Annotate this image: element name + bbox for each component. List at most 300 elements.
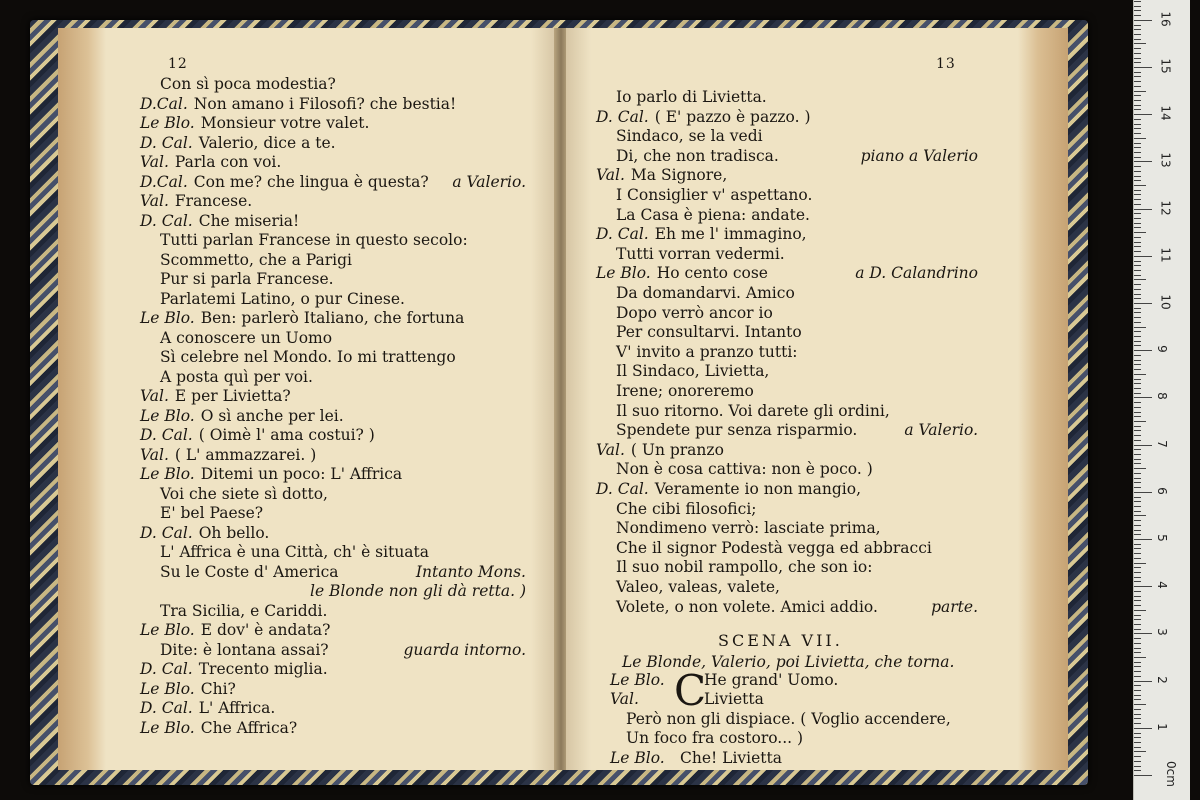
- verse-text: Su le Coste d' America: [160, 562, 339, 581]
- ruler-tick: [1134, 643, 1141, 644]
- verse-text: He grand' Uomo.: [704, 670, 839, 689]
- verse-text: Da domandarvi. Amico: [616, 284, 795, 302]
- ruler-tick: [1134, 232, 1146, 233]
- ruler-tick: [1134, 185, 1146, 186]
- dialogue-line: [140, 446, 316, 465]
- speaker-name: D. Cal.: [140, 699, 193, 717]
- ruler-tick: [1134, 275, 1141, 276]
- verse-text: E dov' è andata?: [200, 621, 331, 639]
- drop-cap: C: [674, 666, 707, 715]
- dialogue-line: [626, 729, 803, 748]
- ruler-tick: [1134, 690, 1141, 691]
- dialogue-line: [616, 284, 795, 303]
- ruler-tick: [1134, 685, 1141, 686]
- ruler-tick: [1134, 704, 1146, 705]
- verse-text: Dopo verrò ancor io: [616, 303, 773, 322]
- ruler-tick: [1134, 138, 1146, 139]
- ruler-tick: [1134, 360, 1141, 361]
- dialogue-line: [140, 212, 299, 231]
- speaker-name: D. Cal.: [140, 660, 193, 678]
- dialogue-line: [140, 134, 336, 153]
- ruler-tick: [1134, 525, 1141, 526]
- stage-direction: a Valerio.: [904, 421, 978, 440]
- ruler-tick: [1134, 29, 1141, 30]
- dialogue-line: [160, 231, 468, 250]
- ruler-number: 5: [1154, 534, 1169, 542]
- dialogue-line: [160, 290, 405, 309]
- ruler-tick: [1134, 1, 1141, 2]
- dialogue-line: [596, 166, 727, 185]
- dialogue-line: [160, 270, 334, 289]
- ruler-tick: [1134, 629, 1141, 630]
- ruler-tick: [1134, 501, 1141, 502]
- dialogue-line: [596, 441, 724, 460]
- dialogue-line: [140, 719, 297, 738]
- ruler-tick: [1134, 161, 1152, 162]
- dialogue-line: [616, 186, 812, 205]
- ruler-tick: [1134, 256, 1152, 257]
- ruler-tick: [1134, 383, 1141, 384]
- speaker-name: D. Cal.: [140, 523, 193, 542]
- ruler-number: 13: [1158, 152, 1173, 169]
- ruler-tick: [1134, 237, 1141, 238]
- ruler-tick: [1134, 364, 1141, 365]
- verse-text: Che il signor Podestà vegga ed abbracci: [616, 538, 932, 557]
- ruler-tick: [1134, 733, 1141, 734]
- verse-text: Ben: parlerò Italiano, che fortuna: [200, 309, 465, 327]
- speaker-name: D. Cal.: [596, 225, 649, 244]
- dialogue-line: [140, 426, 375, 445]
- dialogue-line: [140, 621, 330, 640]
- ruler-tick: [1134, 261, 1141, 262]
- speaker-name: Le Blo.: [140, 406, 195, 425]
- speaker-name: Le Blo.: [610, 670, 665, 689]
- stage-direction: piano a Valerio: [860, 146, 978, 165]
- verse-text: A posta quì per voi.: [160, 367, 313, 386]
- speaker-name: Val.: [140, 153, 169, 171]
- ruler-tick: [1134, 482, 1141, 483]
- ruler-tick: [1134, 430, 1141, 431]
- dialogue-line: [596, 225, 807, 244]
- verse-text: Tra Sicilia, e Cariddi.: [160, 601, 328, 620]
- ruler-tick: [1134, 511, 1141, 512]
- ruler-tick: [1134, 312, 1141, 313]
- dialogue-line: [616, 362, 769, 381]
- verse-text: E' bel Paese?: [160, 504, 264, 522]
- dialogue-line: [616, 147, 779, 166]
- ruler-tick: [1134, 591, 1141, 592]
- dialogue-line: [616, 558, 872, 577]
- ruler-tick: [1134, 100, 1141, 101]
- verse-text: Io parlo di Livietta.: [616, 88, 767, 106]
- ruler-number: 14: [1158, 105, 1173, 121]
- dialogue-line: [160, 348, 456, 367]
- speaker-name: Val.: [140, 445, 169, 464]
- dialogue-line: [160, 543, 429, 562]
- ruler-tick: [1134, 218, 1141, 219]
- speaker-name: Val.: [596, 166, 625, 185]
- ruler-tick: [1134, 478, 1141, 479]
- ruler-tick: [1134, 709, 1141, 710]
- dialogue-line: [140, 680, 236, 699]
- ruler-tick: [1134, 544, 1141, 545]
- dialogue-line: [616, 519, 881, 538]
- ruler-tick: [1134, 143, 1141, 144]
- ruler-tick: [1134, 242, 1141, 243]
- dialogue-line: [160, 485, 328, 504]
- ruler-tick: [1134, 534, 1141, 535]
- ruler-tick: [1134, 567, 1141, 568]
- verse-text: ( E' pazzo è pazzo. ): [654, 107, 811, 126]
- speaker-name: D. Cal.: [140, 211, 193, 230]
- ruler-tick: [1134, 190, 1141, 191]
- ruler-tick: [1134, 633, 1152, 634]
- verse-text: Con me? che lingua è questa?: [193, 172, 429, 191]
- ruler-tick: [1134, 497, 1141, 498]
- ruler-tick: [1134, 671, 1141, 672]
- dialogue-line: [610, 690, 764, 709]
- ruler-tick: [1134, 369, 1141, 370]
- page-number: 12: [168, 56, 188, 72]
- ruler-tick: [1134, 91, 1146, 92]
- dialogue-line: [140, 173, 429, 192]
- verse-text: Il suo nobil rampollo, che son io:: [616, 558, 873, 577]
- verse-text: A conoscere un Uomo: [160, 328, 333, 347]
- ruler-tick: [1134, 563, 1146, 564]
- ruler-tick: [1134, 303, 1152, 304]
- ruler-tick: [1134, 317, 1141, 318]
- dialogue-line: [160, 563, 339, 582]
- ruler-tick: [1134, 39, 1141, 40]
- stage-direction: a D. Calandrino: [855, 264, 978, 283]
- speaker-name: D. Cal.: [140, 133, 193, 152]
- ruler-number: 0cm: [1163, 761, 1178, 787]
- ruler-tick: [1134, 379, 1141, 380]
- verse-text: Oh bello.: [198, 523, 270, 542]
- ruler-tick: [1134, 48, 1141, 49]
- verse-text: Un foco fra costoro... ): [626, 729, 804, 748]
- ruler-tick: [1134, 119, 1141, 120]
- ruler-tick: [1134, 62, 1141, 63]
- ruler-tick: [1134, 605, 1141, 606]
- speaker-name: D.Cal.: [140, 172, 188, 191]
- verse-text: Trecento miglia.: [198, 660, 328, 678]
- dialogue-line: [616, 88, 767, 107]
- ruler-tick: [1134, 270, 1141, 271]
- ruler-tick: [1134, 666, 1141, 667]
- dialogue-line: [140, 407, 344, 426]
- ruler-tick: [1134, 114, 1152, 115]
- dialogue-line: [616, 245, 785, 264]
- ruler-tick: [1134, 662, 1141, 663]
- verse-text: Francese.: [174, 192, 253, 210]
- ruler-tick: [1134, 327, 1146, 328]
- verse-text: L' Affrica è una Città, ch' è situata: [160, 543, 430, 561]
- ruler-tick: [1134, 76, 1141, 77]
- ruler-tick: [1134, 374, 1146, 375]
- speaker-name: Val.: [596, 440, 625, 459]
- ruler-tick: [1134, 553, 1141, 554]
- dialogue-line: [140, 699, 275, 718]
- ruler-tick: [1134, 265, 1141, 266]
- verse-text: Valeo, valeas, valete,: [616, 578, 780, 596]
- ruler-tick: [1134, 548, 1141, 549]
- verse-text: Però non gli dispiace. ( Voglio accendere,: [626, 709, 951, 728]
- ruler-number: 1: [1154, 722, 1169, 731]
- ruler-tick: [1134, 341, 1141, 342]
- speaker-name: Le Blo.: [140, 465, 195, 483]
- verse-text: Sindaco, se la vedi: [616, 127, 763, 146]
- ruler-number: 3: [1154, 628, 1169, 637]
- ruler-tick: [1134, 454, 1141, 455]
- ruler-tick: [1134, 251, 1141, 252]
- ruler-number: 8: [1154, 392, 1169, 401]
- verse-text: Che miseria!: [198, 211, 300, 230]
- ruler-tick: [1134, 615, 1141, 616]
- stage-direction: guarda intorno.: [403, 640, 526, 659]
- dialogue-line: [616, 127, 763, 146]
- ruler-tick: [1134, 124, 1141, 125]
- verse-text: Volete, o non volete. Amici addio.: [616, 597, 878, 616]
- ruler-tick: [1134, 445, 1152, 446]
- ruler-number: 6: [1154, 486, 1169, 495]
- verse-text: V' invito a pranzo tutti:: [616, 342, 798, 361]
- ruler-tick: [1134, 426, 1141, 427]
- verse-text: Parla con voi.: [174, 153, 282, 171]
- dialogue-line: [140, 192, 252, 211]
- ruler-tick: [1134, 72, 1141, 73]
- ruler-tick: [1134, 279, 1146, 280]
- dialogue-line: [140, 387, 291, 406]
- ruler-number: 10: [1158, 294, 1173, 310]
- verse-text: Spendete pur senza risparmio.: [616, 421, 858, 440]
- ruler-tick: [1134, 157, 1141, 158]
- ruler-tick: [1134, 308, 1141, 309]
- dialogue-line: [160, 368, 313, 387]
- verse-text: Nondimeno verrò: lasciate prima,: [616, 519, 881, 538]
- ruler-tick: [1134, 652, 1141, 653]
- ruler-tick: [1134, 393, 1141, 394]
- verse-text: Ditemi un poco: L' Affrica: [200, 465, 403, 483]
- verse-text: Livietta: [704, 690, 764, 709]
- scene-characters: Le Blonde, Valerio, poi Livietta, che torna.: [622, 653, 955, 671]
- ruler-number: 12: [1158, 199, 1173, 216]
- scene-heading: SCENA VII.: [718, 631, 843, 650]
- ruler-tick: [1134, 86, 1141, 87]
- verse-text: I Consiglier v' aspettano.: [616, 186, 813, 204]
- stage-direction: parte.: [931, 597, 978, 616]
- speaker-name: Val.: [140, 192, 169, 210]
- speaker-name: D. Cal.: [140, 426, 193, 444]
- verse-text: Non amano i Filosofi? che bestia!: [193, 94, 457, 113]
- ruler-tick: [1134, 294, 1141, 295]
- right-page: [566, 28, 1068, 770]
- ruler-tick: [1134, 459, 1141, 460]
- left-page: [58, 28, 556, 770]
- dialogue-line: [616, 539, 932, 558]
- verse-text: Sì celebre nel Mondo. Io mi trattengo: [160, 348, 456, 366]
- ruler-tick: [1134, 81, 1141, 82]
- speaker-name: Le Blo.: [140, 621, 195, 639]
- dialogue-line: [616, 343, 798, 362]
- ruler-tick: [1134, 728, 1152, 729]
- ruler-tick: [1134, 435, 1141, 436]
- ruler-tick: [1134, 176, 1141, 177]
- ruler-tick: [1134, 43, 1146, 44]
- ruler-tick: [1134, 624, 1141, 625]
- ruler-tick: [1134, 350, 1152, 351]
- verse-text: Non è cosa cattiva: non è poco. ): [616, 460, 873, 479]
- ruler-tick: [1134, 331, 1141, 332]
- ruler-tick: [1134, 204, 1141, 205]
- ruler-tick: [1134, 407, 1141, 408]
- ruler-tick: [1134, 676, 1141, 677]
- ruler-tick: [1134, 152, 1141, 153]
- verse-text: Ho cento cose: [656, 264, 768, 283]
- ruler-tick: [1134, 199, 1141, 200]
- ruler-number: 4: [1154, 581, 1169, 590]
- dialogue-line: [140, 309, 464, 328]
- verse-text: ( L' ammazzarei. ): [174, 445, 317, 464]
- ruler-tick: [1134, 412, 1141, 413]
- verse-text: Scommetto, che a Parigi: [160, 250, 352, 269]
- dialogue-line: [616, 598, 878, 617]
- dialogue-line: [140, 114, 369, 133]
- ruler-tick: [1134, 751, 1146, 752]
- stage-direction: a Valerio.: [452, 172, 526, 191]
- dialogue-line: [140, 153, 281, 172]
- ruler-tick: [1134, 581, 1141, 582]
- speaker-name: Le Blo.: [610, 749, 665, 767]
- ruler-number: 7: [1154, 439, 1169, 448]
- page-number: 13: [936, 56, 956, 72]
- verse-text: Ma Signore,: [630, 166, 728, 185]
- verse-text: Dite: è lontana assai?: [160, 640, 329, 659]
- verse-text: Irene; onoreremo: [616, 382, 754, 400]
- dialogue-line: [160, 251, 352, 270]
- ruler-tick: [1134, 681, 1152, 682]
- verse-text: Che! Livietta: [680, 749, 783, 767]
- dialogue-line: [626, 710, 951, 729]
- dialogue-line: [160, 602, 327, 621]
- dialogue-line: [616, 460, 873, 479]
- ruler-tick: [1134, 775, 1152, 776]
- ruler-tick: [1134, 463, 1141, 464]
- ruler-tick: [1134, 506, 1141, 507]
- ruler-tick: [1134, 289, 1141, 290]
- ruler-tick: [1134, 246, 1141, 247]
- ruler-tick: [1134, 718, 1141, 719]
- verse-text: Con sì poca modestia?: [160, 75, 336, 93]
- dialogue-line: [610, 671, 838, 690]
- ruler-tick: [1134, 10, 1141, 11]
- dialogue-line: [596, 264, 768, 283]
- speaker-name: Le Blo.: [140, 718, 195, 737]
- ruler-tick: [1134, 619, 1141, 620]
- dialogue-line: [596, 108, 811, 127]
- ruler-tick: [1134, 223, 1141, 224]
- ruler-tick: [1134, 105, 1141, 106]
- dialogue-line: [616, 578, 780, 597]
- ruler-number: 11: [1158, 247, 1173, 263]
- speaker-name: Val.: [610, 690, 639, 709]
- speaker-name: D. Cal.: [596, 107, 649, 126]
- verse-text: Eh me l' immagino,: [654, 225, 807, 244]
- verse-text: Voi che siete sì dotto,: [160, 484, 328, 503]
- stage-direction: le Blonde non gli dà retta. ): [309, 582, 526, 600]
- ruler-tick: [1134, 723, 1141, 724]
- ruler-tick: [1134, 638, 1141, 639]
- speaker-name: Le Blo.: [140, 679, 195, 698]
- ruler-tick: [1134, 180, 1141, 181]
- ruler-tick: [1134, 109, 1141, 110]
- ruler-tick: [1134, 766, 1141, 767]
- verse-text: O sì anche per lei.: [200, 406, 344, 425]
- verse-text: Che Affrica?: [200, 718, 298, 737]
- ruler-number: 16: [1158, 11, 1173, 27]
- speaker-name: D.Cal.: [140, 94, 188, 113]
- ruler-tick: [1134, 213, 1141, 214]
- ruler-tick: [1134, 695, 1141, 696]
- ruler-tick: [1134, 714, 1141, 715]
- ruler-tick: [1134, 171, 1141, 172]
- ruler-tick: [1134, 227, 1141, 228]
- dialogue-line: [160, 75, 336, 94]
- dialogue-line: [160, 641, 329, 660]
- ruler-tick: [1134, 600, 1141, 601]
- dialogue-line: [610, 749, 782, 768]
- dialogue-line: [140, 660, 328, 679]
- speaker-name: Val.: [140, 387, 169, 405]
- ruler-tick: [1134, 133, 1141, 134]
- ruler-tick: [1134, 761, 1141, 762]
- verse-text: La Casa è piena: andate.: [616, 205, 810, 224]
- dialogue-line: [616, 500, 757, 519]
- verse-text: Monsieur votre valet.: [200, 114, 370, 132]
- ruler-tick: [1134, 147, 1141, 148]
- ruler-tick: [1134, 756, 1141, 757]
- verse-text: Tutti parlan Francese in questo secolo:: [160, 231, 468, 249]
- ruler-tick: [1134, 770, 1141, 771]
- ruler-tick: [1134, 416, 1141, 417]
- verse-text: Di, che non tradisca.: [616, 146, 779, 165]
- ruler-tick: [1134, 530, 1141, 531]
- verse-text: Pur si parla Francese.: [160, 270, 334, 288]
- ruler-tick: [1134, 345, 1141, 346]
- ruler-tick: [1134, 388, 1141, 389]
- ruler-tick: [1134, 586, 1152, 587]
- ruler-tick: [1134, 572, 1141, 573]
- ruler-tick: [1134, 610, 1146, 611]
- ruler-tick: [1134, 209, 1152, 210]
- ruler-tick: [1134, 194, 1141, 195]
- dialogue-line: [616, 323, 802, 342]
- ruler-tick: [1134, 15, 1141, 16]
- ruler-tick: [1134, 492, 1152, 493]
- ruler-tick: [1134, 166, 1141, 167]
- dialogue-line: [616, 421, 857, 440]
- verse-text: Il Sindaco, Livietta,: [616, 362, 770, 381]
- ruler-tick: [1134, 284, 1141, 285]
- ruler-tick: [1134, 539, 1152, 540]
- ruler-number: 15: [1158, 58, 1173, 74]
- verse-text: Per consultarvi. Intanto: [616, 323, 802, 342]
- dialogue-line: [596, 480, 861, 499]
- ruler-tick: [1134, 34, 1141, 35]
- ruler-tick: [1134, 473, 1141, 474]
- ruler-tick: [1134, 402, 1141, 403]
- ruler-tick: [1134, 440, 1141, 441]
